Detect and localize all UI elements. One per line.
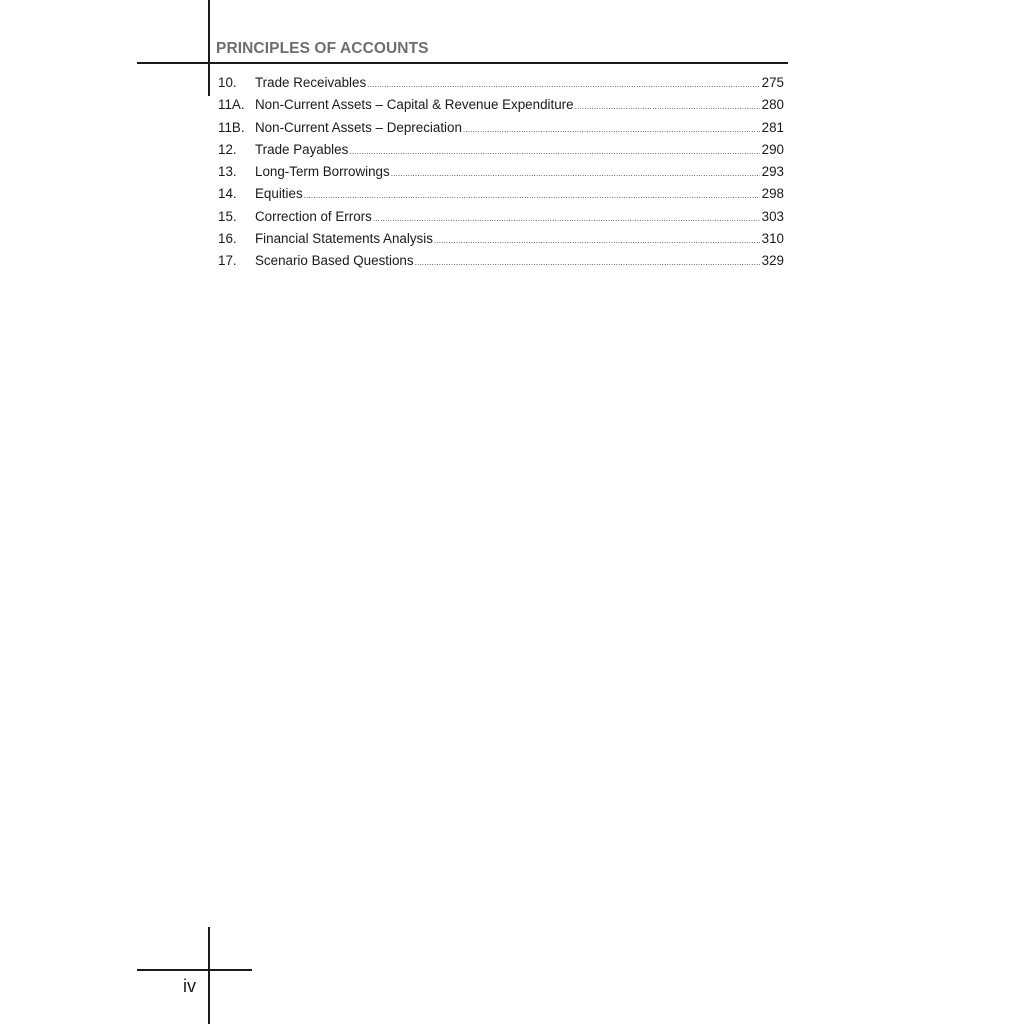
dot-leader (373, 214, 760, 223)
toc-entry (218, 75, 784, 97)
chapter-title: Trade Payables (255, 141, 349, 157)
chapter-number: 11A. (218, 97, 245, 113)
chapter-title: Trade Receivables (255, 75, 367, 90)
page-reference: 310 (761, 231, 784, 247)
chapter-title: Scenario Based Questions (255, 253, 414, 269)
dot-leader (367, 80, 760, 89)
page-reference: 329 (761, 253, 784, 269)
page-reference: 281 (761, 119, 784, 135)
page-reference: 290 (761, 141, 784, 157)
toc-entry (218, 209, 784, 231)
chapter-number: 11B. (218, 119, 245, 135)
footer-rule (137, 969, 252, 971)
dot-leader (434, 236, 760, 245)
dot-leader (575, 102, 760, 111)
toc-entry (218, 120, 784, 142)
chapter-title: Equities (255, 186, 303, 202)
dot-leader (391, 169, 760, 178)
toc-entry (218, 253, 784, 275)
running-title: PRINCIPLES OF ACCOUNTS (216, 40, 429, 57)
toc-entry (218, 164, 784, 186)
chapter-number: 16. (218, 231, 237, 247)
dot-leader (349, 147, 759, 156)
table-of-contents (218, 75, 784, 276)
toc-entry (218, 186, 784, 208)
chapter-number: 12. (218, 141, 237, 157)
chapter-title: Long-Term Borrowings (255, 164, 390, 180)
chapter-title: Financial Statements Analysis (255, 231, 433, 247)
chapter-number: 17. (218, 253, 237, 269)
toc-entry (218, 231, 784, 253)
chapter-number: 10. (218, 75, 237, 90)
crop-mark-top-vertical (208, 0, 210, 96)
toc-entry (218, 142, 784, 164)
page-reference: 275 (761, 75, 784, 90)
dot-leader (415, 258, 760, 267)
page-reference: 303 (761, 208, 784, 224)
page-reference: 298 (761, 186, 784, 202)
chapter-title: Correction of Errors (255, 208, 372, 224)
toc-entry (218, 97, 784, 119)
chapter-title: Non-Current Assets – Capital & Revenue Expenditure (255, 97, 574, 113)
chapter-number: 15. (218, 208, 237, 224)
header-rule (137, 62, 788, 64)
crop-mark-bottom-vertical (208, 927, 210, 1024)
chapter-title: Non-Current Assets – Depreciation (255, 119, 462, 135)
dot-leader (304, 191, 760, 200)
chapter-number: 14. (218, 186, 237, 202)
page-number: iv (183, 976, 196, 996)
page-reference: 293 (761, 164, 784, 180)
chapter-number: 13. (218, 164, 237, 180)
page-reference: 280 (761, 97, 784, 113)
dot-leader (463, 125, 760, 134)
